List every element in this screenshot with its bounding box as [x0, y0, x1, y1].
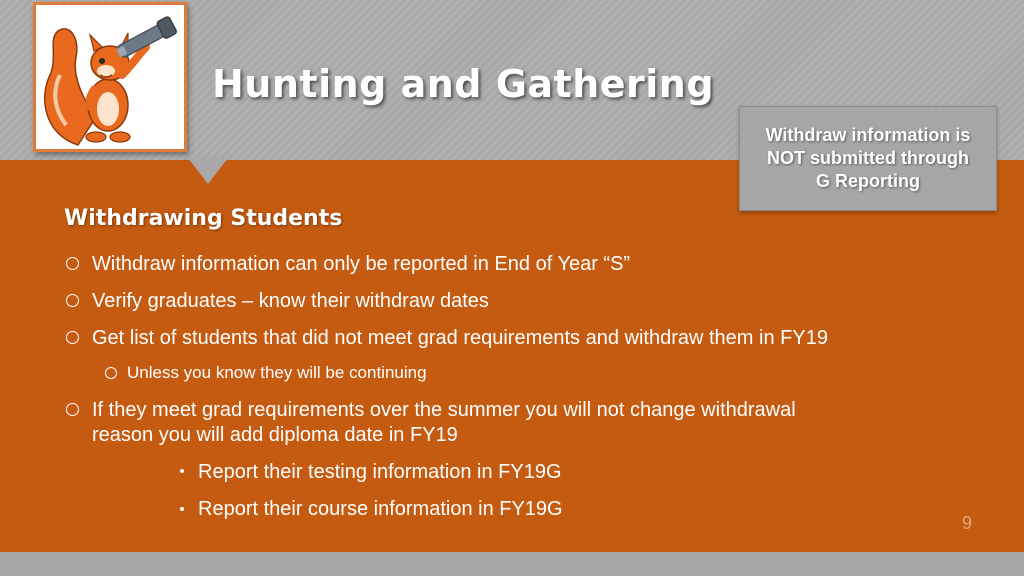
bullet-text-continued: reason you will add diploma date in FY19 [92, 424, 458, 446]
sub-sub-bullet-text: Report their testing information in FY19G [198, 461, 562, 483]
page-number: 9 [962, 513, 973, 533]
section-title: Withdrawing Students [64, 206, 343, 231]
dot-icon [180, 469, 184, 473]
sub-bullet-text: Unless you know they will be continuing [127, 363, 427, 382]
bullet-text: Verify graduates – know their withdraw dates [92, 290, 489, 312]
hollow-circle-icon [66, 257, 79, 270]
hollow-circle-icon [66, 403, 79, 416]
bullet-text: Get list of students that did not meet grad requirements and withdraw them in FY19 [92, 327, 828, 349]
hollow-circle-icon [105, 367, 117, 379]
slide-title: Hunting and Gathering [212, 62, 715, 106]
hollow-circle-icon [66, 294, 79, 307]
bullet-text: If they meet grad requirements over the summer you will not change withdrawal [92, 399, 796, 421]
squirrel-logo [33, 2, 187, 152]
callout-text: Withdraw information is NOT submitted through G Reporting [765, 125, 971, 191]
bullet-text: Withdraw information can only be reported in End of Year “S” [92, 253, 631, 275]
header-notch [188, 158, 228, 184]
callout-box [739, 106, 997, 211]
hollow-circle-icon [66, 331, 79, 344]
footer-bar [0, 552, 1024, 576]
sub-sub-bullet-text: Report their course information in FY19G [198, 498, 563, 520]
squirrel-with-telescope-icon [36, 5, 184, 149]
dot-icon [180, 507, 184, 511]
